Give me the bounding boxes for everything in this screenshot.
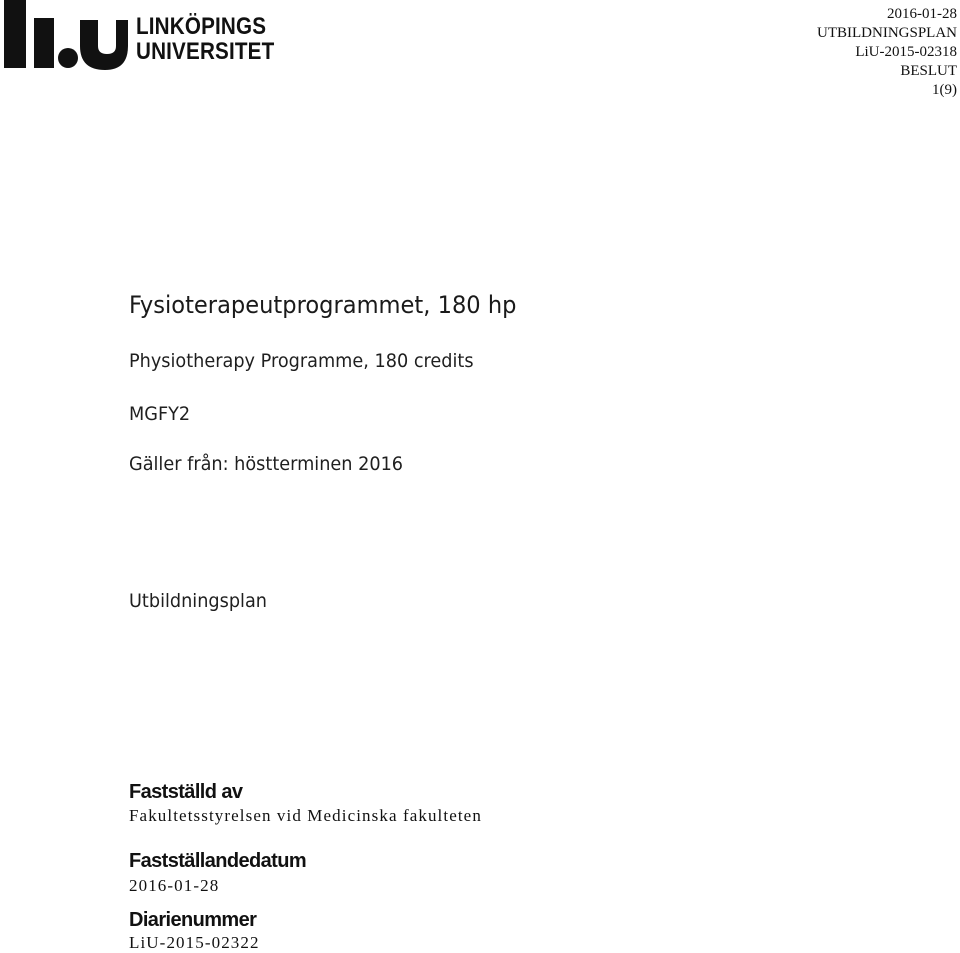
registration-number-value: LiU-2015-02322 (129, 933, 260, 952)
logo-wordmark-line2: UNIVERSITET (136, 38, 275, 65)
approved-by-value: Fakultetsstyrelsen vid Medicinska fakulteten (129, 806, 482, 825)
logo-wordmark-line1: LINKÖPINGS (136, 13, 267, 40)
page-title: Fysioterapeutprogrammet, 180 hp (129, 291, 517, 319)
meta-date: 2016-01-28 (887, 6, 957, 22)
meta-page: 1(9) (932, 82, 957, 98)
logo-wordmark (136, 14, 274, 64)
approval-date-label: Fastställandedatum (129, 850, 307, 872)
title-english: Physiotherapy Programme, 180 credits (129, 350, 474, 372)
meta-registration: LiU-2015-02318 (855, 44, 957, 60)
programme-code: MGFY2 (129, 403, 191, 425)
meta-decision: BESLUT (900, 63, 957, 79)
document-kind: Utbildningsplan (129, 590, 268, 612)
liu-logo-mark (4, 0, 130, 72)
document-meta (817, 5, 957, 100)
approval-date-value: 2016-01-28 (129, 876, 220, 895)
approved-by-label: Fastställd av (129, 781, 243, 803)
meta-doc-type: UTBILDNINGSPLAN (817, 25, 957, 41)
valid-from: Gäller från: höstterminen 2016 (129, 453, 404, 475)
registration-number-label: Diarienummer (129, 909, 257, 931)
liu-logo (4, 0, 284, 72)
